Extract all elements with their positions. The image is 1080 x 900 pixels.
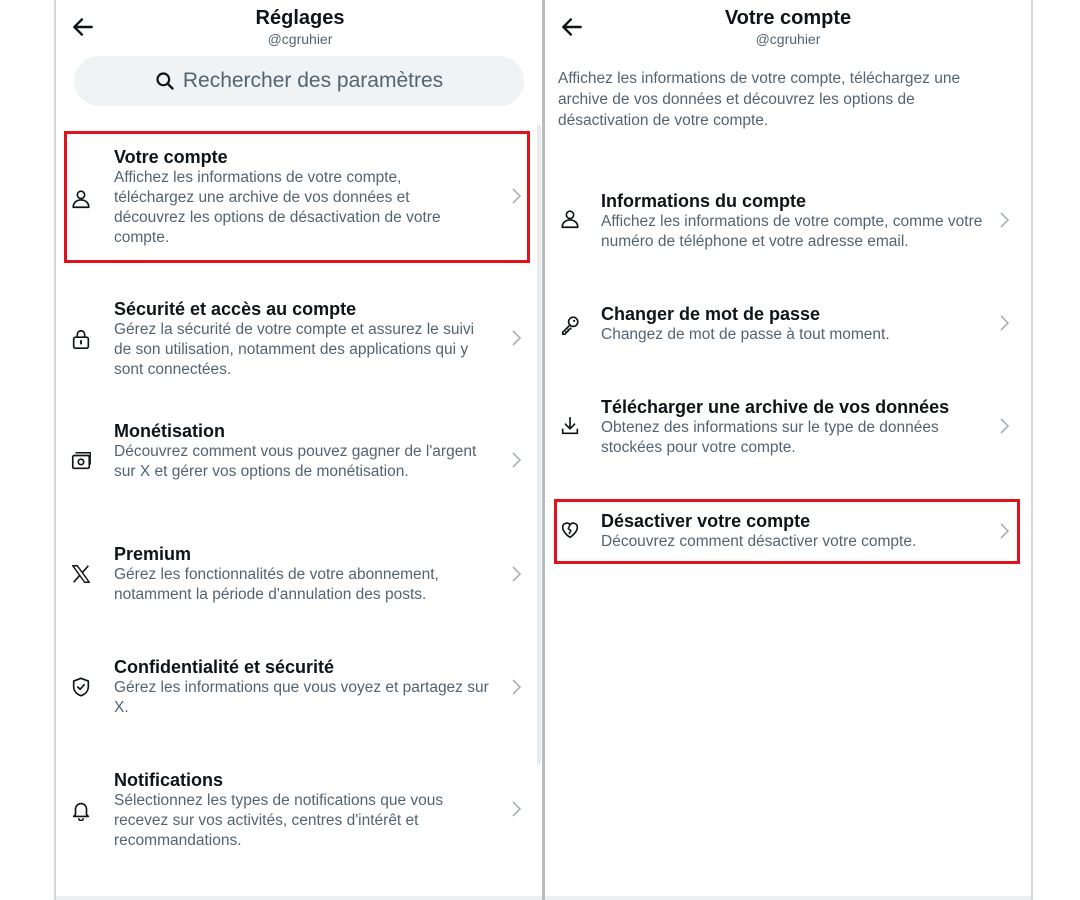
search-settings-input[interactable] <box>74 56 524 106</box>
account-header <box>545 0 1031 54</box>
shield-icon <box>70 676 92 698</box>
item-description: Gérez la sécurité de votre compte et assurez le suivi de son utilisation, notamment des applications qui y sont connectées. <box>114 321 475 378</box>
settings-item-monetisation[interactable] <box>56 412 544 512</box>
account-panel <box>542 0 1033 900</box>
search-icon <box>155 71 175 91</box>
divider <box>56 896 544 900</box>
key-icon <box>559 314 581 336</box>
chevron-right-icon <box>511 329 523 347</box>
item-label: Notifications <box>114 770 224 790</box>
item-description: Affichez les informations de votre compte, comme votre numéro de téléphone et votre adresse email. <box>601 213 983 250</box>
item-label: Informations du compte <box>601 191 807 211</box>
account-item-informations[interactable] <box>545 183 1031 263</box>
settings-item-premium[interactable] <box>56 535 544 615</box>
item-label: Confidentialité et sécurité <box>114 657 335 677</box>
item-description: Obtenez des informations sur le type de données stockées pour votre compte. <box>601 419 939 456</box>
highlight-box <box>64 131 530 263</box>
settings-item-confidentialite[interactable] <box>56 648 544 728</box>
chevron-right-icon <box>511 451 523 469</box>
item-label: Votre compte <box>114 147 228 167</box>
settings-item-notifications[interactable] <box>56 761 544 861</box>
page-title: Réglages <box>255 7 345 29</box>
chevron-right-icon <box>511 565 523 583</box>
user-handle: @cgruhier <box>755 31 821 47</box>
chevron-right-icon <box>999 417 1011 435</box>
user-handle: @cgruhier <box>267 31 333 47</box>
divider <box>545 896 1031 900</box>
chevron-right-icon <box>999 314 1011 332</box>
settings-item-securite[interactable] <box>56 290 544 390</box>
item-description: Sélectionnez les types de notifications que vous recevez sur vos activités, centres d'intérêt et recommandations. <box>114 792 444 849</box>
item-label: Télécharger une archive de vos données <box>601 397 950 417</box>
money-icon <box>70 450 92 472</box>
account-item-change-password[interactable] <box>545 296 1031 356</box>
item-label: Sécurité et accès au compte <box>114 299 357 319</box>
person-icon <box>559 208 581 230</box>
page-title: Votre compte <box>724 7 852 29</box>
page-description: Affichez les informations de votre compte, téléchargez une archive de vos données et découvrez les options de désactivation de votre compte. <box>558 70 961 129</box>
bell-icon <box>70 799 92 821</box>
chevron-right-icon <box>999 211 1011 229</box>
item-description: Découvrez comment désactiver votre compte. <box>601 533 917 550</box>
item-label: Monétisation <box>114 421 225 441</box>
item-description: Affichez les informations de votre compte, téléchargez une archive de vos données et découvrez les options de désactivation de votre compte. <box>114 169 441 246</box>
settings-panel <box>54 0 544 900</box>
item-description: Gérez les informations que vous voyez et partagez sur X. <box>114 679 489 716</box>
download-icon <box>559 415 581 437</box>
account-item-download-archive[interactable] <box>545 389 1031 469</box>
item-label: Désactiver votre compte <box>601 511 811 531</box>
settings-header <box>56 0 544 54</box>
item-description: Gérez les fonctionnalités de votre abonnement, notamment la période d'annulation des posts. <box>114 566 439 603</box>
item-label: Premium <box>114 544 192 564</box>
item-description: Changez de mot de passe à tout moment. <box>601 326 890 343</box>
chevron-right-icon <box>511 800 523 818</box>
item-label: Changer de mot de passe <box>601 304 821 324</box>
scrollbar[interactable] <box>537 125 541 765</box>
x-logo-icon <box>70 563 92 585</box>
chevron-right-icon <box>511 678 523 696</box>
lock-icon <box>70 328 92 350</box>
highlight-box <box>554 499 1020 564</box>
item-description: Découvrez comment vous pouvez gagner de l'argent sur X et gérer vos options de monétisation. <box>114 443 477 480</box>
search-placeholder: Rechercher des paramètres <box>182 69 444 92</box>
